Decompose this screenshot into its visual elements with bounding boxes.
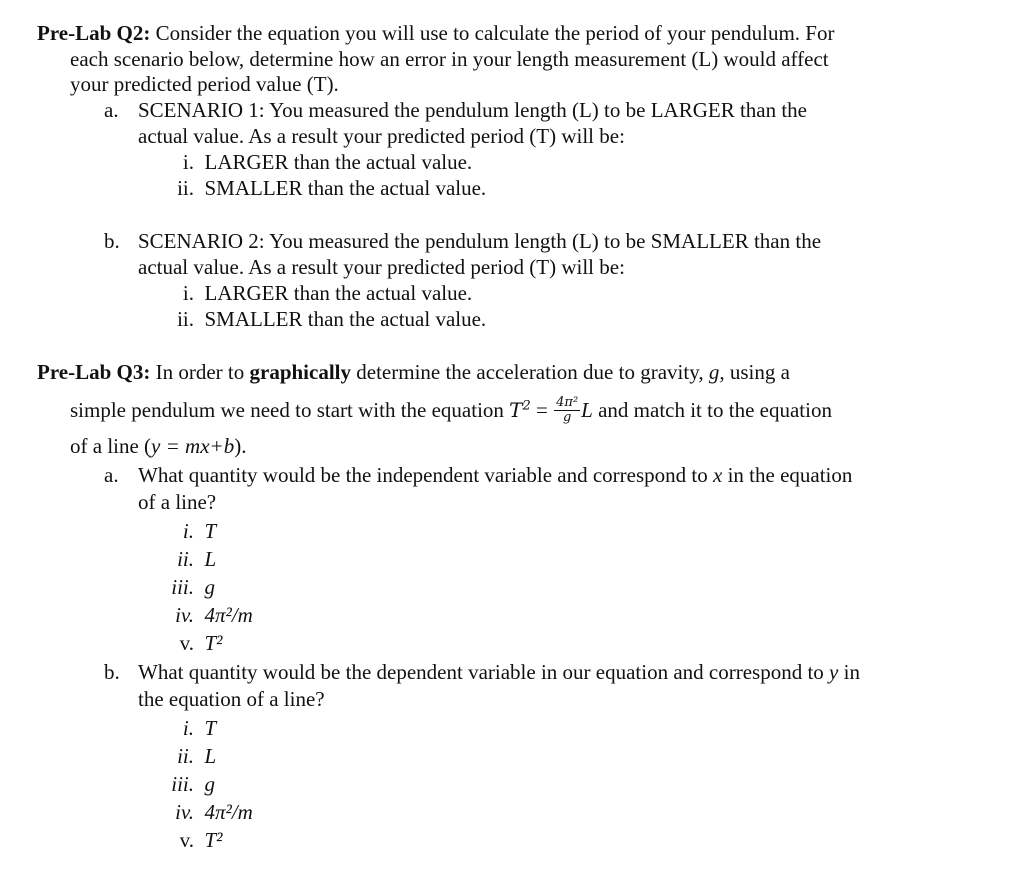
q3-line2-pre: simple pendulum we need to start with the equation: [70, 398, 504, 422]
q2-line-1: [37, 20, 834, 46]
q3-line3-pre: of a line (: [70, 434, 152, 458]
q3-part-a-label: a.: [104, 463, 119, 487]
q3-line3-post: ).: [234, 434, 247, 458]
q3-line-2: [70, 394, 832, 427]
line-equation: y = mx+b: [151, 434, 235, 458]
q3-part-a-option-5: [160, 630, 222, 656]
q2-scenario-b-text-2: actual value. As a result your predicted period (T) will be:: [138, 255, 625, 279]
q3-part-a-line-2: of a line?: [138, 490, 217, 514]
q3-part-a-option-2: [160, 546, 216, 572]
option-numeral: i.: [182, 281, 194, 305]
q3-part-b-pre: What quantity would be the dependent variable in our equation and correspond to: [138, 660, 824, 684]
q3-part-a-option-1: [160, 518, 216, 544]
q2-scenario-a-text-2: actual value. As a result your predicted period (T) will be:: [138, 124, 625, 148]
q2-scenario-b-option-1: [160, 280, 472, 306]
equation-fraction: [554, 396, 580, 425]
q3-part-b-post: in: [843, 660, 860, 684]
q2-scenario-a-line-1: [104, 97, 807, 123]
q3-part-b-var: y: [829, 660, 839, 684]
q2-scenario-a-option-2: [160, 175, 486, 201]
option-numeral: iii.: [171, 575, 194, 599]
equation-denominator: g: [562, 409, 572, 425]
q3-part-b-line-2: the equation of a line?: [138, 687, 325, 711]
option-numeral: ii.: [177, 176, 194, 200]
q2-scenario-b-label: b.: [104, 229, 120, 253]
q3-part-a-option-3: [160, 574, 215, 600]
option-numeral: v.: [179, 828, 194, 852]
q3-line-3: [70, 433, 246, 459]
option-text: T: [204, 716, 217, 740]
q3-line-1: [37, 359, 790, 385]
q3-part-b-option-2: [160, 743, 216, 769]
q3-part-a-line-1: [104, 462, 852, 488]
q3-part-a-var: x: [713, 463, 723, 487]
q2-scenario-b-text-1: SCENARIO 2: You measured the pendulum length (L) to be SMALLER than the: [138, 229, 822, 253]
q3-line2-post: and match it to the equation: [598, 398, 832, 422]
q3-part-a-post: in the equation: [727, 463, 853, 487]
q2-scenario-a-label: a.: [104, 98, 119, 122]
option-text: T²: [204, 828, 223, 852]
option-text: SMALLER than the actual value.: [204, 307, 487, 331]
q2-scenario-a-text-1: SCENARIO 1: You measured the pendulum length (L) to be LARGER than the: [138, 98, 808, 122]
q3-part-b-option-4: [160, 799, 253, 825]
q3-heading: Pre-Lab Q3:: [37, 360, 151, 384]
option-numeral: iv.: [175, 603, 194, 627]
equation-numerator: 4π²: [556, 394, 579, 410]
q2-scenario-b-option-2: [160, 306, 486, 332]
option-numeral: iv.: [175, 800, 194, 824]
option-numeral: ii.: [177, 547, 194, 571]
option-text: 4π²/m: [204, 603, 253, 627]
option-numeral: i.: [182, 150, 194, 174]
q3-part-a-option-4: [160, 602, 253, 628]
q3-part-b-option-5: [160, 827, 222, 853]
option-text: 4π²/m: [204, 800, 253, 824]
option-numeral: iii.: [171, 772, 194, 796]
option-numeral: v.: [179, 631, 194, 655]
q3-line1-end: , using a: [719, 360, 790, 384]
q3-part-b-label: b.: [104, 660, 120, 684]
q2-intro-2: each scenario below, determine how an error in your length measurement (L) would affect: [70, 47, 829, 71]
q3-line1-g: g: [708, 360, 720, 384]
equation-var: L: [581, 398, 593, 422]
option-text: L: [204, 547, 217, 571]
equation-equals: =: [536, 398, 548, 422]
q3-line1-bold: graphically: [249, 360, 352, 384]
option-text: T: [204, 519, 217, 543]
option-text: g: [204, 575, 215, 599]
q2-scenario-b-line-1: [104, 228, 821, 254]
option-text: L: [204, 744, 217, 768]
q2-scenario-a-option-1: [160, 149, 472, 175]
option-text: T²: [204, 631, 223, 655]
option-numeral: i.: [182, 519, 194, 543]
q2-intro-1: Consider the equation you will use to calculate the period of your pendulum. For: [155, 21, 835, 45]
equation-lhs: $T^2$: [509, 398, 531, 422]
option-text: LARGER than the actual value.: [204, 281, 473, 305]
q3-part-a-pre: What quantity would be the independent variable and correspond to: [138, 463, 708, 487]
option-text: g: [204, 772, 215, 796]
option-numeral: ii.: [177, 307, 194, 331]
option-text: LARGER than the actual value.: [204, 150, 473, 174]
q3-part-b-option-1: [160, 715, 216, 741]
q3-line1-pre: In order to: [155, 360, 245, 384]
option-numeral: ii.: [177, 744, 194, 768]
q3-line1-post: determine the acceleration due to gravity,: [356, 360, 704, 384]
q2-intro-3: your predicted period value (T).: [70, 72, 339, 96]
q2-heading: Pre-Lab Q2:: [37, 21, 151, 45]
option-numeral: i.: [182, 716, 194, 740]
q3-part-b-line-1: [104, 659, 860, 685]
option-text: SMALLER than the actual value.: [204, 176, 487, 200]
q3-part-b-option-3: [160, 771, 215, 797]
